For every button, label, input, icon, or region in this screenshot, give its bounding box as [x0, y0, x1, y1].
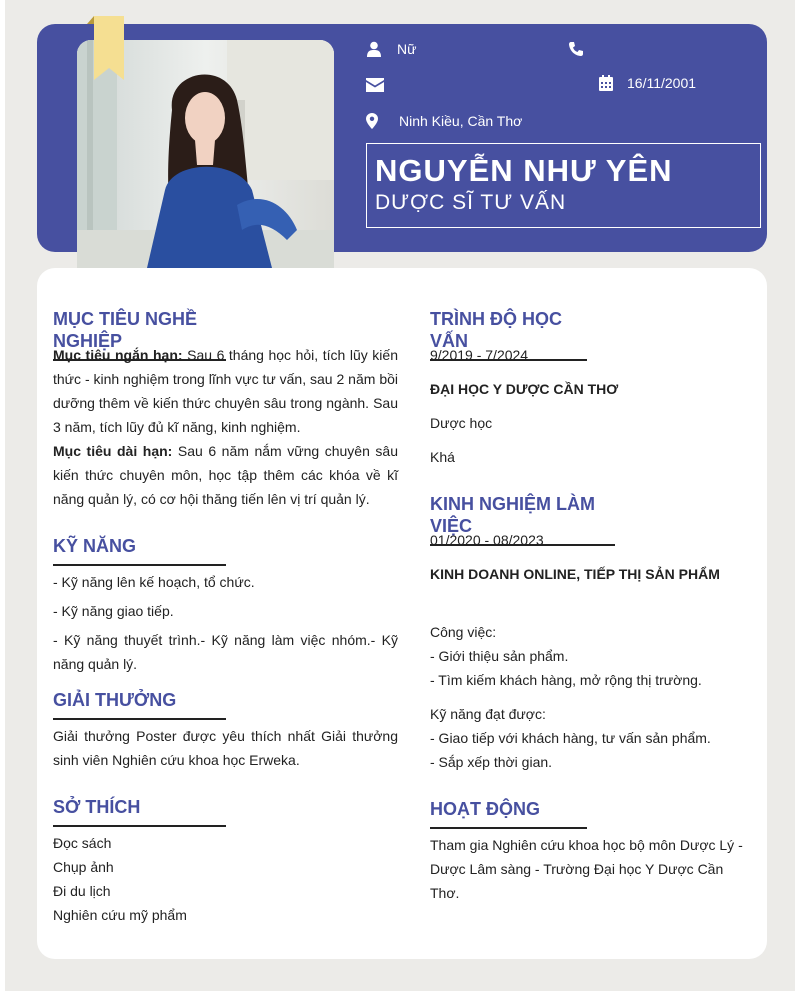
activities-title: HOẠT ĐỘNG	[430, 798, 587, 829]
full-name: NGUYỄN NHƯ YÊN	[375, 153, 673, 188]
hobby-item: Đọc sách	[53, 835, 112, 851]
name-box	[366, 143, 761, 228]
education-grade: Khá	[430, 449, 455, 465]
skills-item: - Kỹ năng lên kế hoạch, tổ chức.	[53, 574, 255, 590]
email-info	[366, 78, 402, 94]
birthdate-info	[599, 75, 696, 91]
awards-title: GIẢI THƯỞNG	[53, 689, 226, 720]
experience-skill-item: - Giao tiếp với khách hàng, tư vấn sản phẩm.	[430, 730, 711, 746]
gender-info	[366, 41, 416, 57]
experience-title: KINH NGHIỆM LÀM VIỆC	[430, 493, 615, 546]
user-icon	[366, 41, 382, 57]
short-term-label: Mục tiêu ngắn hạn:	[53, 347, 183, 363]
long-term-text: Sau 6 năm nắm vững chuyên sâu kiến thức chuyên môn, học tập thêm các khóa về kĩ năng quản lý, có cơ hội thăng tiến lên vị trí quản lý.	[53, 443, 398, 507]
education-major: Dược học	[430, 415, 493, 431]
experience-duty-item: - Giới thiệu sản phẩm.	[430, 648, 569, 664]
skills-item: - Kỹ năng giao tiếp.	[53, 603, 174, 619]
education-school: ĐẠI HỌC Y DƯỢC CẦN THƠ	[430, 381, 619, 397]
activities-text: Tham gia Nghiên cứu khoa học bộ môn Dược Lý - Dược Lâm sàng - Trường Đại học Y Dược Cần Thơ.	[430, 837, 743, 901]
bookmark-ribbon-icon	[94, 16, 124, 80]
phone-icon	[568, 41, 584, 57]
phone-info	[568, 41, 602, 57]
address-value: Ninh Kiều, Cần Thơ	[399, 113, 523, 129]
experience-period: 01/2020 - 08/2023	[430, 532, 544, 548]
short-term-text: Sau 6 tháng học hỏi, tích lũy kiến thức - kinh nghiệm trong lĩnh vực tư vấn, sau 2 năm bồi dưỡng thêm về kiến thức chuyên sâu trong ngành. Sau 3 năm, tích lũy đủ kĩ năng, kinh nghiệm.	[53, 347, 398, 435]
hobby-item: Đi du lịch	[53, 883, 111, 899]
skills-item: - Kỹ năng thuyết trình.- Kỹ năng làm việc nhóm.- Kỹ năng quản lý.	[53, 632, 398, 672]
job-title: DƯỢC SĨ TƯ VẤN	[375, 191, 567, 214]
experience-duty-item: - Tìm kiếm khách hàng, mở rộng thị trường.	[430, 672, 702, 688]
gender-value: Nữ	[397, 41, 417, 57]
birthdate-value: 16/11/2001	[627, 75, 697, 91]
experience-skill-item: - Sắp xếp thời gian.	[430, 754, 553, 770]
experience-skills-label: Kỹ năng đạt được:	[430, 706, 546, 722]
skills-title: KỸ NĂNG	[53, 535, 226, 566]
objective-text	[53, 343, 398, 511]
envelope-icon	[366, 78, 384, 94]
hobby-item: Chụp ảnh	[53, 859, 114, 875]
experience-position: KINH DOANH ONLINE, TIẾP THỊ SẢN PHẨM	[430, 566, 720, 582]
hobbies-title: SỞ THÍCH	[53, 796, 226, 827]
calendar-icon	[599, 75, 613, 91]
ribbon-fold	[87, 16, 94, 24]
long-term-label: Mục tiêu dài hạn:	[53, 443, 173, 459]
education-title: TRÌNH ĐỘ HỌC VẤN	[430, 308, 587, 361]
hobby-item: Nghiên cứu mỹ phẩm	[53, 907, 187, 923]
experience-duties-label: Công việc:	[430, 624, 497, 640]
awards-text: Giải thưởng Poster được yêu thích nhất Giải thưởng sinh viên Nghiên cứu khoa học Erweka.	[53, 728, 398, 768]
education-period: 9/2019 - 7/2024	[430, 347, 529, 363]
objective-title: MỤC TIÊU NGHỀ NGHIỆP	[53, 308, 226, 361]
map-marker-icon	[366, 113, 378, 129]
address-info	[366, 113, 522, 129]
